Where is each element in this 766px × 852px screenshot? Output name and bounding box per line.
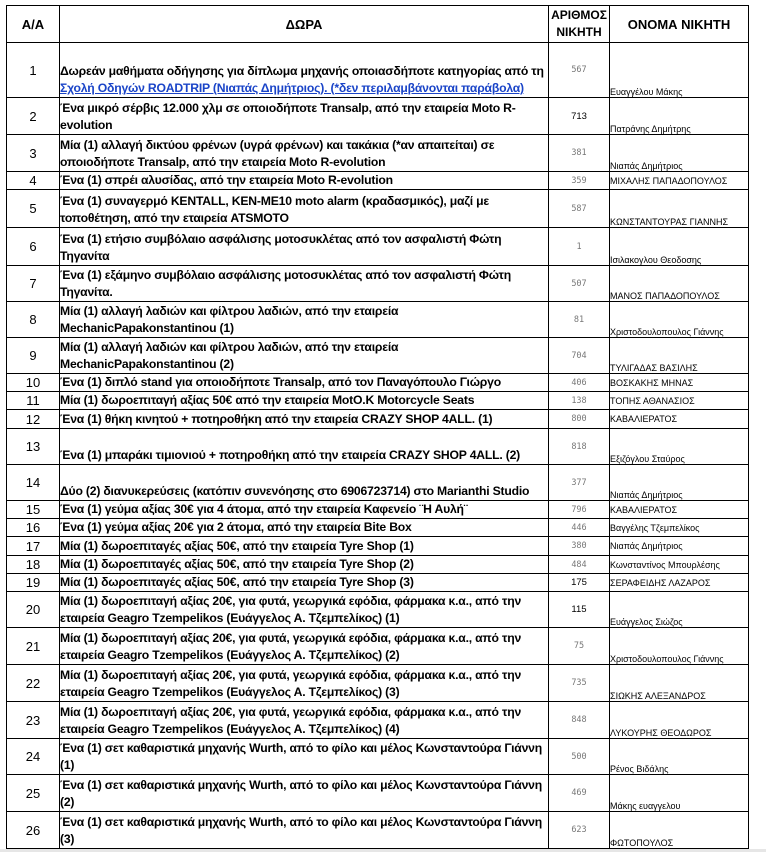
winning-number: 75 bbox=[549, 628, 610, 665]
row-number: 22 bbox=[7, 665, 60, 702]
winner-name: Κωνσταντίνος Μπουρλέσης bbox=[610, 556, 749, 574]
winning-number: 704 bbox=[549, 338, 610, 374]
winning-number: 567 bbox=[549, 43, 610, 98]
table-row bbox=[7, 702, 749, 739]
winner-name: Ρένος Βιδάλης bbox=[610, 739, 749, 775]
table-row bbox=[7, 266, 749, 302]
prize-text: Δωρεάν μαθήματα οδήγησης για δίπλωμα μηχανής οποιασδήποτε κατηγορίας από τη bbox=[60, 64, 544, 78]
prize-cell: Ένα (1) σετ καθαριστικά μηχανής Wurth, από το φίλο και μέλος Κωνσταντούρα Γιάννη (1) bbox=[60, 739, 549, 775]
header-prize: ΔΩΡΑ bbox=[60, 6, 549, 43]
prize-cell bbox=[60, 43, 549, 98]
row-number: 21 bbox=[7, 628, 60, 665]
table-row bbox=[7, 392, 749, 410]
table-row bbox=[7, 228, 749, 266]
prize-cell: Δύο (2) διανυκερεύσεις (κατόπιν συνενόησης στο 6906723714) στο Marianthi Studio bbox=[60, 465, 549, 501]
prize-cell: Ένα (1) σπρέι αλυσίδας, από την εταιρεία Moto R-evolution bbox=[60, 172, 549, 190]
table-row bbox=[7, 812, 749, 849]
table-row bbox=[7, 410, 749, 429]
winner-name: Ευαγγέλου Μάκης bbox=[610, 43, 749, 98]
table-row bbox=[7, 374, 749, 392]
prize-cell: Ένα (1) γεύμα αξίας 30€ για 4 άτομα, από την εταιρεία Καφενείο ¨Η Αυλή¨ bbox=[60, 501, 549, 519]
winning-number: 623 bbox=[549, 812, 610, 849]
row-number: 23 bbox=[7, 702, 60, 739]
winning-number: 81 bbox=[549, 302, 610, 338]
winning-number: 446 bbox=[549, 519, 610, 537]
winner-name: ΤΟΠΗΣ ΑΘΑΝΑΣΙΟΣ bbox=[610, 392, 749, 410]
prize-cell: Ένα (1) θήκη κινητού + ποτηροθήκη από την εταιρεία CRAZY SHOP 4ALL. (1) bbox=[60, 410, 549, 429]
prize-cell: Μία (1) δωροεπιταγή αξίας 20€, για φυτά, γεωργικά εφόδια, φάρμακα κ.α., από την εταιρεία Geagro Tzempelikos (Ευάγγελος Α. Τζεμπελίκος) (4) bbox=[60, 702, 549, 739]
winner-name: Νιαπάς Δημήτριος bbox=[610, 135, 749, 172]
winning-number: 1 bbox=[549, 228, 610, 266]
winner-name: Μάκης ευαγγελου bbox=[610, 775, 749, 812]
winner-name: ΜΑΝΟΣ ΠΑΠΑΔΟΠΟΥΛΟΣ bbox=[610, 266, 749, 302]
prize-cell: Μία (1) δωροεπιταγές αξίας 50€, από την εταιρεία Tyre Shop (1) bbox=[60, 537, 549, 556]
winning-number: 796 bbox=[549, 501, 610, 519]
winning-number: 818 bbox=[549, 429, 610, 465]
table-row bbox=[7, 501, 749, 519]
table-row bbox=[7, 739, 749, 775]
row-number: 15 bbox=[7, 501, 60, 519]
row-number: 11 bbox=[7, 392, 60, 410]
winner-name: ΚΑΒΑΛΙΕΡΑΤΟΣ bbox=[610, 501, 749, 519]
row-number: 6 bbox=[7, 228, 60, 266]
row-number: 1 bbox=[7, 43, 60, 98]
row-number: 4 bbox=[7, 172, 60, 190]
row-number: 25 bbox=[7, 775, 60, 812]
prize-cell: Ένα (1) διπλό stand για οποιοδήποτε Transalp, από τον Παναγόπουλο Γιώργο bbox=[60, 374, 549, 392]
winner-name: Νιαπάς Δημήτριος bbox=[610, 465, 749, 501]
winning-number: 380 bbox=[549, 537, 610, 556]
winner-name: ΣΕΡΑΦΕΙΔΗΣ ΛΑΖΑΡΟΣ bbox=[610, 574, 749, 592]
prize-cell: Ένα (1) σετ καθαριστικά μηχανής Wurth, από το φίλο και μέλος Κωνσταντούρα Γιάννη (3) bbox=[60, 812, 549, 849]
row-number: 14 bbox=[7, 465, 60, 501]
table-row bbox=[7, 190, 749, 228]
winner-name: Ισιλακογλου Θεοδοσης bbox=[610, 228, 749, 266]
prize-cell: Ένα (1) ετήσιο συμβόλαιο ασφάλισης μοτοσυκλέτας από τον ασφαλιστή Φώτη Τηγανίτα bbox=[60, 228, 549, 266]
prize-cell: Μία (1) δωροεπιταγή αξίας 20€, για φυτά, γεωργικά εφόδια, φάρμακα κ.α., από την εταιρεία Geagro Tzempelikos (Ευάγγελος Α. Τζεμπελίκος) (2) bbox=[60, 628, 549, 665]
winner-name: ΤΥΛΙΓΑΔΑΣ ΒΑΣΙΛΗΣ bbox=[610, 338, 749, 374]
winning-number: 406 bbox=[549, 374, 610, 392]
winning-number: 469 bbox=[549, 775, 610, 812]
table-row bbox=[7, 338, 749, 374]
row-number: 3 bbox=[7, 135, 60, 172]
winning-number: 735 bbox=[549, 665, 610, 702]
winner-name: ΚΑΒΑΛΙΕΡΑΤΟΣ bbox=[610, 410, 749, 429]
header-number-line1: ΑΡΙΘΜΟΣ bbox=[551, 8, 607, 22]
winner-name: Νιαπάς Δημήτριος bbox=[610, 537, 749, 556]
prize-cell: Μία (1) δωροεπιταγή αξίας 50€ από την εταιρεία MotO.K Motorcycle Seats bbox=[60, 392, 549, 410]
winning-number: 377 bbox=[549, 465, 610, 501]
prize-cell: Ένα μικρό σέρβις 12.000 χλμ σε οποιοδήποτε Transalp, από την εταιρεία Moto R-evolution bbox=[60, 98, 549, 135]
winning-number: 800 bbox=[549, 410, 610, 429]
row-number: 12 bbox=[7, 410, 60, 429]
prize-cell: Ένα (1) συναγερμό KENTALL, KEN-ME10 moto alarm (κραδασμικός), μαζί με τοποθέτηση, από την εταιρεία ATSMOTO bbox=[60, 190, 549, 228]
winner-name: ΦΩΤΟΠΟΥΛΟΣ bbox=[610, 812, 749, 849]
row-number: 5 bbox=[7, 190, 60, 228]
table-row bbox=[7, 537, 749, 556]
row-number: 8 bbox=[7, 302, 60, 338]
row-number: 13 bbox=[7, 429, 60, 465]
prize-cell: Μία (1) δωροεπιταγή αξίας 20€, για φυτά, γεωργικά εφόδια, φάρμακα κ.α., από την εταιρεία Geagro Tzempelikos (Ευάγγελος Α. Τζεμπελίκος) (3) bbox=[60, 665, 549, 702]
prize-cell: Ένα (1) εξάμηνο συμβόλαιο ασφάλισης μοτοσυκλέτας από τον ασφαλιστή Φώτη Τηγανίτα. bbox=[60, 266, 549, 302]
winner-name: ΣΙΩΚΗΣ ΑΛΕΞΑΝΔΡΟΣ bbox=[610, 665, 749, 702]
header-row bbox=[7, 6, 749, 43]
winner-name: Χριστοδουλοπουλος Γιάννης bbox=[610, 302, 749, 338]
prize-cell: Ένα (1) μπαράκι τιμιονιού + ποτηροθήκη από την εταιρεία CRAZY SHOP 4ALL. (2) bbox=[60, 429, 549, 465]
header-aa: Α/Α bbox=[7, 6, 60, 43]
prize-cell: Μία (1) αλλαγή δικτύου φρένων (υγρά φρένων) και τακάκια (*αν απαιτείται) σε οποιοδήποτε Transalp, από την εταιρεία Moto R-evolution bbox=[60, 135, 549, 172]
row-number: 19 bbox=[7, 574, 60, 592]
table-row bbox=[7, 775, 749, 812]
table-row bbox=[7, 43, 749, 98]
row-number: 18 bbox=[7, 556, 60, 574]
table-row bbox=[7, 592, 749, 628]
winner-name: ΚΩΝΣΤΑΝΤΟΥΡΑΣ ΓΙΑΝΝΗΣ bbox=[610, 190, 749, 228]
prize-cell: Ένα (1) γεύμα αξίας 20€ για 2 άτομα, από την εταιρεία Bite Box bbox=[60, 519, 549, 537]
table-row bbox=[7, 135, 749, 172]
winning-number: 848 bbox=[549, 702, 610, 739]
row-number: 10 bbox=[7, 374, 60, 392]
row-number: 7 bbox=[7, 266, 60, 302]
winner-name: Βαγγέλης Τζεμπελίκος bbox=[610, 519, 749, 537]
prize-cell: Ένα (1) σετ καθαριστικά μηχανής Wurth, από το φίλο και μέλος Κωνσταντούρα Γιάννη (2) bbox=[60, 775, 549, 812]
winner-name: Χριστοδουλοπουλος Γιάννης bbox=[610, 628, 749, 665]
winner-name: Εξιζόγλου Σταύρος bbox=[610, 429, 749, 465]
header-number-line2: ΝΙΚΗΤΗ bbox=[556, 25, 602, 39]
row-number: 2 bbox=[7, 98, 60, 135]
prize-cell: Μία (1) δωροεπιταγές αξίας 50€, από την εταιρεία Tyre Shop (2) bbox=[60, 556, 549, 574]
prizes-table bbox=[6, 5, 749, 849]
winning-number: 115 bbox=[549, 592, 610, 628]
table-row bbox=[7, 574, 749, 592]
winning-number: 359 bbox=[549, 172, 610, 190]
winner-name: Ευάγγελος Σιώζος bbox=[610, 592, 749, 628]
row-number: 9 bbox=[7, 338, 60, 374]
winning-number: 587 bbox=[549, 190, 610, 228]
table-row bbox=[7, 465, 749, 501]
prize-cell: Μία (1) δωροεπιταγή αξίας 20€, για φυτά, γεωργικά εφόδια, φάρμακα κ.α., από την εταιρεία Geagro Tzempelikos (Ευάγγελος Α. Τζεμπελίκος) (1) bbox=[60, 592, 549, 628]
row-number: 24 bbox=[7, 739, 60, 775]
prize-cell: Μία (1) αλλαγή λαδιών και φίλτρου λαδιών, από την εταιρεία MechanicPapakonstantinou (1) bbox=[60, 302, 549, 338]
row-number: 26 bbox=[7, 812, 60, 849]
table-row bbox=[7, 429, 749, 465]
winner-name: Πατράνης Δημήτρης bbox=[610, 98, 749, 135]
table-row bbox=[7, 98, 749, 135]
winner-name: ΜΙΧΑΛΗΣ ΠΑΠΑΔΟΠΟΥΛΟΣ bbox=[610, 172, 749, 190]
winning-number: 138 bbox=[549, 392, 610, 410]
winner-name: ΒΟΣΚΑΚΗΣ ΜΗΝΑΣ bbox=[610, 374, 749, 392]
table-row bbox=[7, 302, 749, 338]
table-row bbox=[7, 628, 749, 665]
header-number bbox=[549, 6, 610, 43]
row-number: 17 bbox=[7, 537, 60, 556]
winning-number: 484 bbox=[549, 556, 610, 574]
table-row bbox=[7, 665, 749, 702]
prize-cell: Μία (1) αλλαγή λαδιών και φίλτρου λαδιών, από την εταιρεία MechanicPapakonstantinou (2) bbox=[60, 338, 549, 374]
prize-cell: Μία (1) δωροεπιταγές αξίας 50€, από την εταιρεία Tyre Shop (3) bbox=[60, 574, 549, 592]
table-row bbox=[7, 172, 749, 190]
winning-number: 713 bbox=[549, 98, 610, 135]
row-number: 16 bbox=[7, 519, 60, 537]
winning-number: 175 bbox=[549, 574, 610, 592]
winning-number: 500 bbox=[549, 739, 610, 775]
header-winner: ΟΝΟΜΑ ΝΙΚΗΤΗ bbox=[610, 6, 749, 43]
row-number: 20 bbox=[7, 592, 60, 628]
winner-name: ΛΥΚΟΥΡΗΣ ΘΕΟΔΩΡΟΣ bbox=[610, 702, 749, 739]
table-row bbox=[7, 556, 749, 574]
winning-number: 381 bbox=[549, 135, 610, 172]
winning-number: 507 bbox=[549, 266, 610, 302]
driving-school-link[interactable]: Σχολή Οδηγών ROADTRIP (Νιαπάς Δημήτριος). (*δεν περιλαμβάνονται παράβολα) bbox=[60, 81, 524, 95]
table-row bbox=[7, 519, 749, 537]
